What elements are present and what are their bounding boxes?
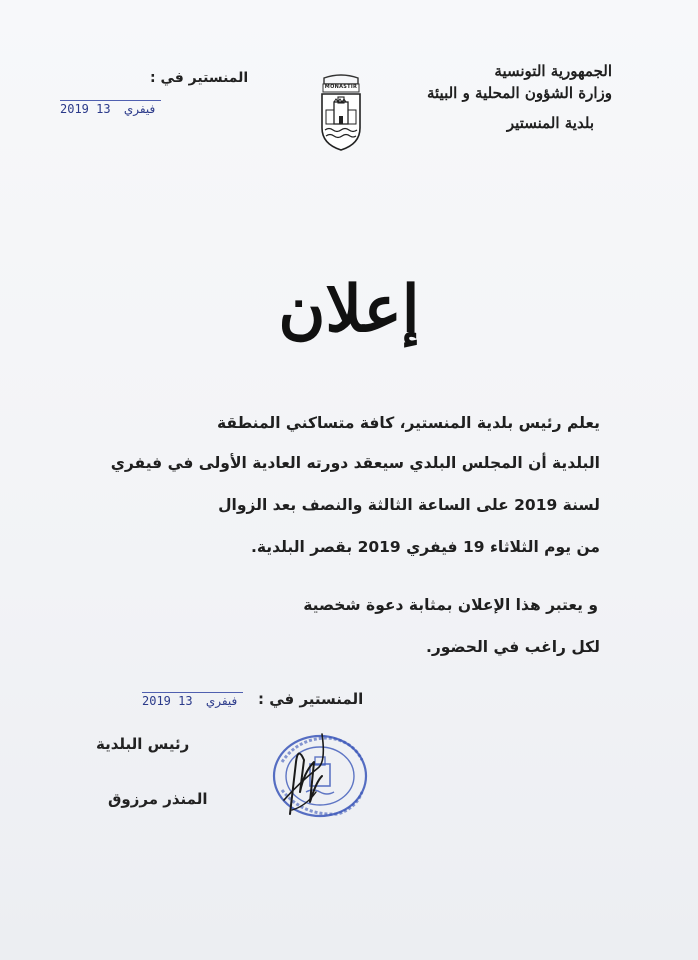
date-stamp-top (60, 100, 161, 116)
announcement-title: إعلان (278, 272, 420, 347)
crest-label: MONASTIR (324, 84, 358, 90)
place-label-top: المنستير في : (150, 70, 249, 86)
monastir-crest-icon (318, 70, 364, 152)
signer-name: المنذر مرزوق (108, 790, 208, 808)
body-line-6: لكل راغب في الحضور. (425, 638, 600, 656)
stamp-month-bottom: فيفري (205, 694, 238, 708)
header-municipality: بلدية المنستير (506, 114, 594, 132)
body-line-3: لسنة 2019 على الساعة الثالثة والنصف بعد الزوال (218, 496, 600, 514)
stamp-day-bottom: 13 (178, 694, 193, 708)
header-ministry: وزارة الشؤون المحلية و البيئة (426, 84, 612, 102)
place-label-bottom: المنستير في : (258, 690, 364, 708)
date-stamp-bottom (142, 692, 243, 708)
stamp-day: 13 (96, 102, 111, 116)
handwritten-signature (270, 722, 340, 822)
body-line-5: و يعتبر هذا الإعلان بمثابة دعوة شخصية (303, 596, 598, 614)
signer-position: رئيس البلدية (96, 735, 190, 753)
body-line-1: يعلم رئيس بلدية المنستير، كافة متساكني المنطقة (217, 414, 600, 432)
stamp-year: 2019 (60, 102, 89, 116)
header-republic: الجمهورية التونسية (494, 62, 612, 80)
body-line-4: من يوم الثلاثاء 19 فيفري 2019 بقصر البلدية. (251, 538, 600, 556)
body-line-2: البلدية أن المجلس البلدي سيعقد دورته العادية الأولى في فيفري (110, 454, 600, 472)
stamp-year-bottom: 2019 (142, 694, 171, 708)
stamp-month: فيفري (123, 102, 156, 116)
